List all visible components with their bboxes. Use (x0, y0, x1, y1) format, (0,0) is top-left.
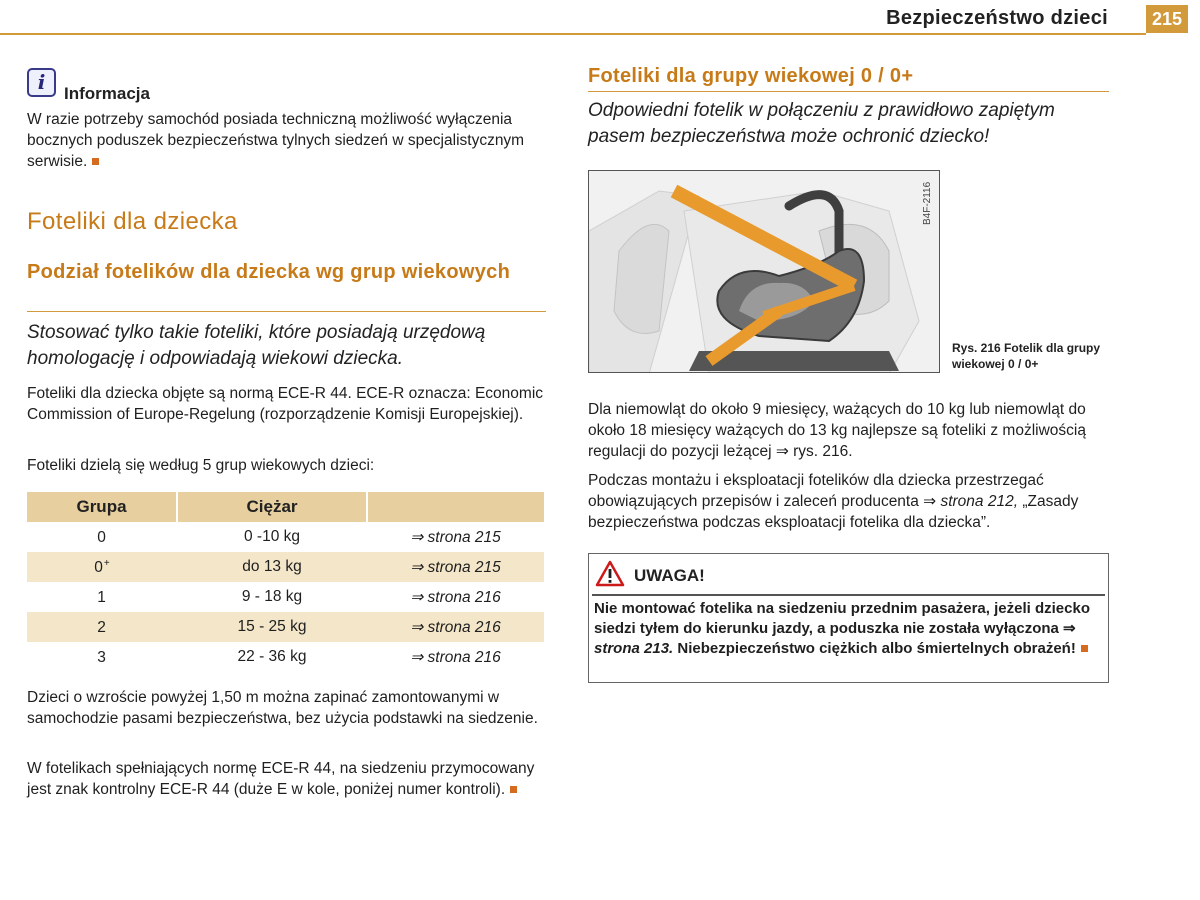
end-mark-icon (1081, 645, 1088, 652)
table-row (27, 582, 544, 612)
cell-weight: 9 - 18 kg (241, 588, 303, 605)
table-row (27, 552, 544, 582)
header-reference (367, 492, 544, 522)
end-mark-icon (510, 786, 517, 793)
warning-triangle-icon (595, 560, 625, 587)
subtitle-rule (27, 311, 546, 312)
figure-caption: Rys. 216 Fotelik dla grupy wiekowej 0 / 0+ (952, 341, 1101, 371)
cell-weight: 22 - 36 kg (237, 648, 307, 665)
info-icon: i (27, 68, 56, 97)
page-213-link[interactable]: strona 213. (594, 640, 674, 657)
cell-weight: 15 - 25 kg (177, 612, 367, 642)
table-row (27, 612, 544, 642)
info-text (27, 109, 542, 172)
cell-page-link[interactable]: ⇒ strona 216 (367, 612, 544, 642)
figure-code: B4F-2116 (922, 181, 933, 226)
cell-group: 0 (97, 528, 106, 546)
paragraph-groups: Foteliki dzielą się według 5 grup wiekowych dzieci: (27, 457, 375, 474)
cell-page-link[interactable]: ⇒ strona 215 (410, 528, 501, 546)
paragraph-ece-mark (27, 758, 546, 800)
page-number: 215 (1146, 5, 1188, 33)
cell-page-link[interactable]: ⇒ strona 216 (410, 588, 501, 606)
paragraph-regulations: Podczas montażu i eksploatacji fotelików dla dziecka przestrzegać obowiązujących przepisów i zaleceń producenta ⇒ strona 212, „Zasady bezpieczeństwa podczas eksploatacji fotelika dla dziecka”. (588, 472, 1079, 531)
cell-page-link[interactable]: ⇒ strona 216 (410, 648, 501, 666)
cell-weight: do 13 kg (177, 552, 367, 582)
right-section-title: Foteliki dla grupy wiekowej 0 / 0+ (588, 65, 914, 87)
age-group-table (27, 492, 544, 672)
warning-text: Nie montować fotelika na siedzeniu przednim pasażera, jeżeli dziecko siedzi tyłem do kierunku jazdy, a poduszka nie została wyłączona ⇒ strona 213. Niebezpieczeństwo ciężkich albo śmiertelnych obrażeń! (594, 600, 1090, 657)
info-heading: Informacja (64, 84, 150, 103)
paragraph-height: Dzieci o wzroście powyżej 1,50 m można zapinać zamontowanymi w samochodzie pasami bezpieczeństwa, bez użycia podstawki na siedzenie. (27, 689, 538, 727)
warning-header (589, 554, 1108, 592)
header-rule (0, 33, 1146, 35)
warning-rule (592, 594, 1105, 596)
cell-group: 3 (97, 648, 106, 666)
right-title-rule (588, 91, 1109, 92)
cell-page-link[interactable]: ⇒ strona 215 (367, 552, 544, 582)
header-grupa: Grupa (27, 492, 177, 522)
info-paragraph: W razie potrzeby samochód posiada techniczną możliwość wyłączenia bocznych poduszek bezpieczeństwa tylnych siedzeń w specjalistycznym serwisie. (27, 111, 525, 170)
cell-group: 1 (97, 588, 106, 606)
table-row (27, 522, 544, 552)
right-section-lead: Odpowiedni fotelik w połączeniu z prawidłowo zapiętym pasem bezpieczeństwa może ochronić dziecko! (588, 100, 1055, 147)
section-title: Foteliki dla dziecka (27, 208, 238, 235)
paragraph-infants: Dla niemowląt do około 9 miesięcy, ważących do 10 kg lub niemowląt do około 18 miesięcy ważących do 13 kg najlepsze są foteliki z możliwością regulacji do pozycji leżącej ⇒ rys. 216. (588, 401, 1086, 460)
page-section-title: Bezpieczeństwo dzieci (886, 7, 1108, 29)
table-row (27, 642, 544, 672)
paragraph-ece: Foteliki dla dziecka objęte są normą ECE-R 44. ECE-R oznacza: Economic Commission of Europe-Regelung (rozporządzenie Komisji Europejskiej). (27, 385, 544, 423)
cell-group: 0+ (27, 552, 177, 582)
section-subtitle: Podział fotelików dla dziecka wg grup wiekowych (27, 261, 511, 283)
end-mark-icon (92, 158, 99, 165)
child-seat-drawing (589, 171, 940, 373)
section-lead: Stosować tylko takie foteliki, które posiadają urzędową homologację i odpowiadają wiekowi dziecka. (27, 322, 486, 369)
warning-title: UWAGA! (634, 566, 705, 585)
child-seat-illustration (588, 170, 940, 373)
header-ciezar: Ciężar (177, 492, 367, 522)
cell-weight: 0 -10 kg (243, 528, 300, 545)
table-header-row (27, 492, 544, 522)
ece-mark-text: W fotelikach spełniających normę ECE-R 44, na siedzeniu przymocowany jest znak kontrolny ECE-R 44 (duże E w kole, poniżej numer kontroli). (27, 760, 535, 798)
page-212-link[interactable]: strona 212, (940, 493, 1019, 510)
cell-group: 2 (27, 612, 177, 642)
warning-box (588, 553, 1109, 683)
